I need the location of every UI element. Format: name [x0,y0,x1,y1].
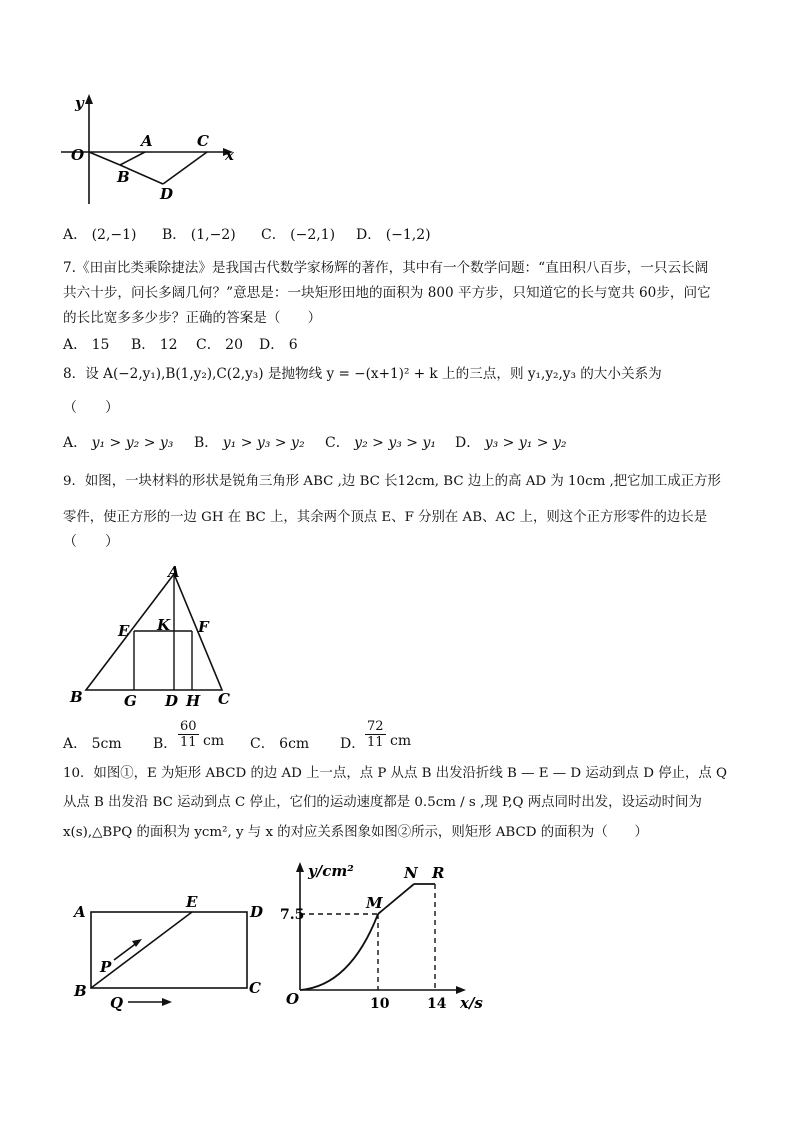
graph-x-10: 10 [370,996,390,1012]
graph-y-value: 7.5 [280,907,305,923]
q7-choice-d: D． 6 [259,337,298,353]
label-c: C [218,690,230,708]
graph-x-arrow [456,986,466,994]
point-a-label: A [141,132,153,150]
rectangle-abcd [91,912,247,988]
graph-xlabel: x/s [460,994,483,1012]
q7-choice-a: A． 15 [63,337,110,353]
q8-choice-a: A． y₁ > y₂ > y₃ [63,435,174,451]
arrow-q-icon [162,998,172,1006]
label-a: A [168,563,180,581]
graph-curve [300,914,378,990]
q6-choice-d: D． (−1,2) [356,227,431,243]
q9-line-2: 零件，使正方形的一边 GH 在 BC 上，其余两个顶点 E、F 分别在 AB、AC 上，则这个正方形零件的边长是 [63,510,708,525]
graph-y-arrow [296,862,304,872]
label-n: N [404,864,418,882]
graph-origin: O [286,990,300,1008]
label-d: D [165,692,179,710]
label-a: A [74,903,86,921]
q6-choice-b: B． (1,−2) [162,227,236,243]
origin-label: O [71,146,85,164]
y-axis-arrow [85,94,93,104]
q9-choice-b-unit: cm [203,733,225,749]
q9-choice-b: B． [153,736,178,752]
q9-triangle-figure [64,560,248,712]
q9-choice-d: D． [340,736,366,752]
label-h: H [186,692,201,710]
q9-line-1: 9．如图，一块材料的形状是锐角三角形 ABC ,边 BC 长12cm, BC 边上的高 AD 为 10cm ,把它加工成正方形 [63,474,721,489]
q8-line-2: （ ） [63,400,119,416]
q10-line-3: x(s),△BPQ 的面积为 ycm², y 与 x 的对应关系图象如图②所示，则矩形 ABCD 的面积为（ ） [63,825,648,840]
q7-line-2: 共六十步，问长多阔几何？”意思是：一块矩形田地的面积为 800 平方步，只知道它的长与宽共 60步，问它 [63,285,711,301]
label-e: E [118,622,130,640]
q7-choice-c: C． 20 [196,337,243,353]
point-d-label: D [160,185,174,203]
q7-choice-b: B． 12 [131,337,178,353]
label-f: F [198,618,209,636]
q7-line-3: 的长比宽多多少步？正确的答案是（ ） [63,310,322,326]
q8-choice-d: D． y₃ > y₁ > y₂ [455,435,567,451]
q9-choice-d-unit: cm [390,733,412,749]
q8-choice-b: B． y₁ > y₃ > y₂ [194,435,305,451]
label-p: P [100,958,112,976]
graph-x-14: 14 [427,996,447,1012]
graph-ylabel: y/cm² [308,862,354,880]
q8-line-1: 8．设 A(−2,y₁),B(1,y₂),C(2,y₃) 是抛物线 y = −(x+1)² + k 上的三点，则 y₁,y₂,y₃ 的大小关系为 [63,366,662,382]
q9-choice-b-fraction: $\frac{60}{11}$ [180,719,197,750]
q7-line-1: 7.《田亩比类乘除捷法》是我国古代数学家杨辉的著作，其中有一个数学问题：“直田积八百步，一只云长阔 [63,260,709,276]
label-q: Q [110,994,124,1012]
label-r: R [432,864,445,882]
label-e: E [186,893,198,911]
point-b-label: B [117,168,130,186]
y-label: y [75,94,84,112]
label-b: B [74,982,87,1000]
q9-line-3: （ ） [63,534,119,550]
segment-be [91,912,192,988]
q8-choice-c: C． y₂ > y₃ > y₁ [325,435,436,451]
graph-segment-mn [378,884,414,914]
q6-choice-a: A． (2,−1) [63,227,137,243]
q10-graph-figure [280,858,494,1018]
x-label: x [225,146,234,164]
label-g: G [124,692,137,710]
label-m: M [366,894,383,912]
label-c: C [249,979,261,997]
q10-line-2: 从点 B 出发沿 BC 运动到点 C 停止，它们的运动速度都是 0.5cm / s ,现 P,Q 两点同时出发，设运动时间为 [63,795,702,810]
q9-choice-d-fraction: $\frac{72}{11}$ [367,719,384,750]
q6-figure [55,92,255,212]
q10-rectangle-figure [70,890,270,1014]
label-k: K [157,616,171,634]
label-b: B [70,688,83,706]
label-d: D [250,903,264,921]
q9-choice-c: C． 6cm [250,736,310,752]
point-c-label: C [197,132,209,150]
q10-line-1: 10．如图①，E 为矩形 ABCD 的边 AD 上一点，点 P 从点 B 出发沿折线 B — E — D 运动到点 D 停止，点 Q [63,766,727,781]
q9-choice-a: A． 5cm [63,736,122,752]
q6-choice-c: C． (−2,1) [261,227,336,243]
